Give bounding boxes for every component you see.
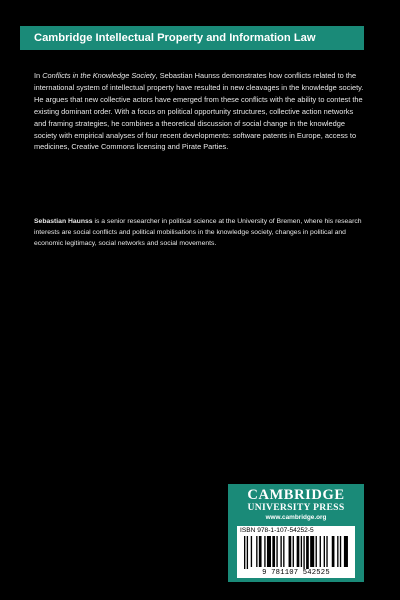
barcode-icon	[240, 536, 352, 569]
blurb-body: , Sebastian Haunss demonstrates how conflicts related to the international system of intellectual property have resulted in new cleavages in the knowledge society. He argues that new collective actors have emerged from these conflicts with the ability to contest the existing dominant order. With a focus on political opportunity structures, collective action networks and framing strategies, he combines a theoretical discussion of social change in the knowledge society with empirical analyses of four recent developments: software patents in Europe, access to medicines, Creative Commons licensing and Pirate Parties.	[34, 71, 364, 152]
blurb-intro: In	[34, 71, 43, 80]
barcode-digits: 9 781107 542525	[262, 569, 330, 577]
publisher-name-line1: CAMBRIDGE	[247, 487, 345, 503]
author-bio-text: is a senior researcher in political science at the University of Bremen, where his research interests are social conflicts and political mobilisations in the knowledge society, changes in political and economic legitimacy, social networks and social movements.	[34, 218, 362, 248]
author-name: Sebastian Haunss	[34, 218, 93, 225]
book-blurb	[34, 70, 367, 153]
series-title-bar	[20, 26, 364, 50]
series-title: Cambridge Intellectual Property and Information Law	[34, 32, 316, 44]
publisher-name-line2: UNIVERSITY PRESS	[247, 502, 345, 513]
book-title: Conflicts in the Knowledge Society	[42, 71, 156, 80]
publisher-box	[228, 484, 364, 582]
author-bio	[34, 216, 367, 250]
isbn-label: ISBN 978-1-107-54252-5	[240, 527, 314, 534]
barcode-panel	[237, 526, 355, 578]
publisher-website: www.cambridge.org	[265, 514, 327, 521]
